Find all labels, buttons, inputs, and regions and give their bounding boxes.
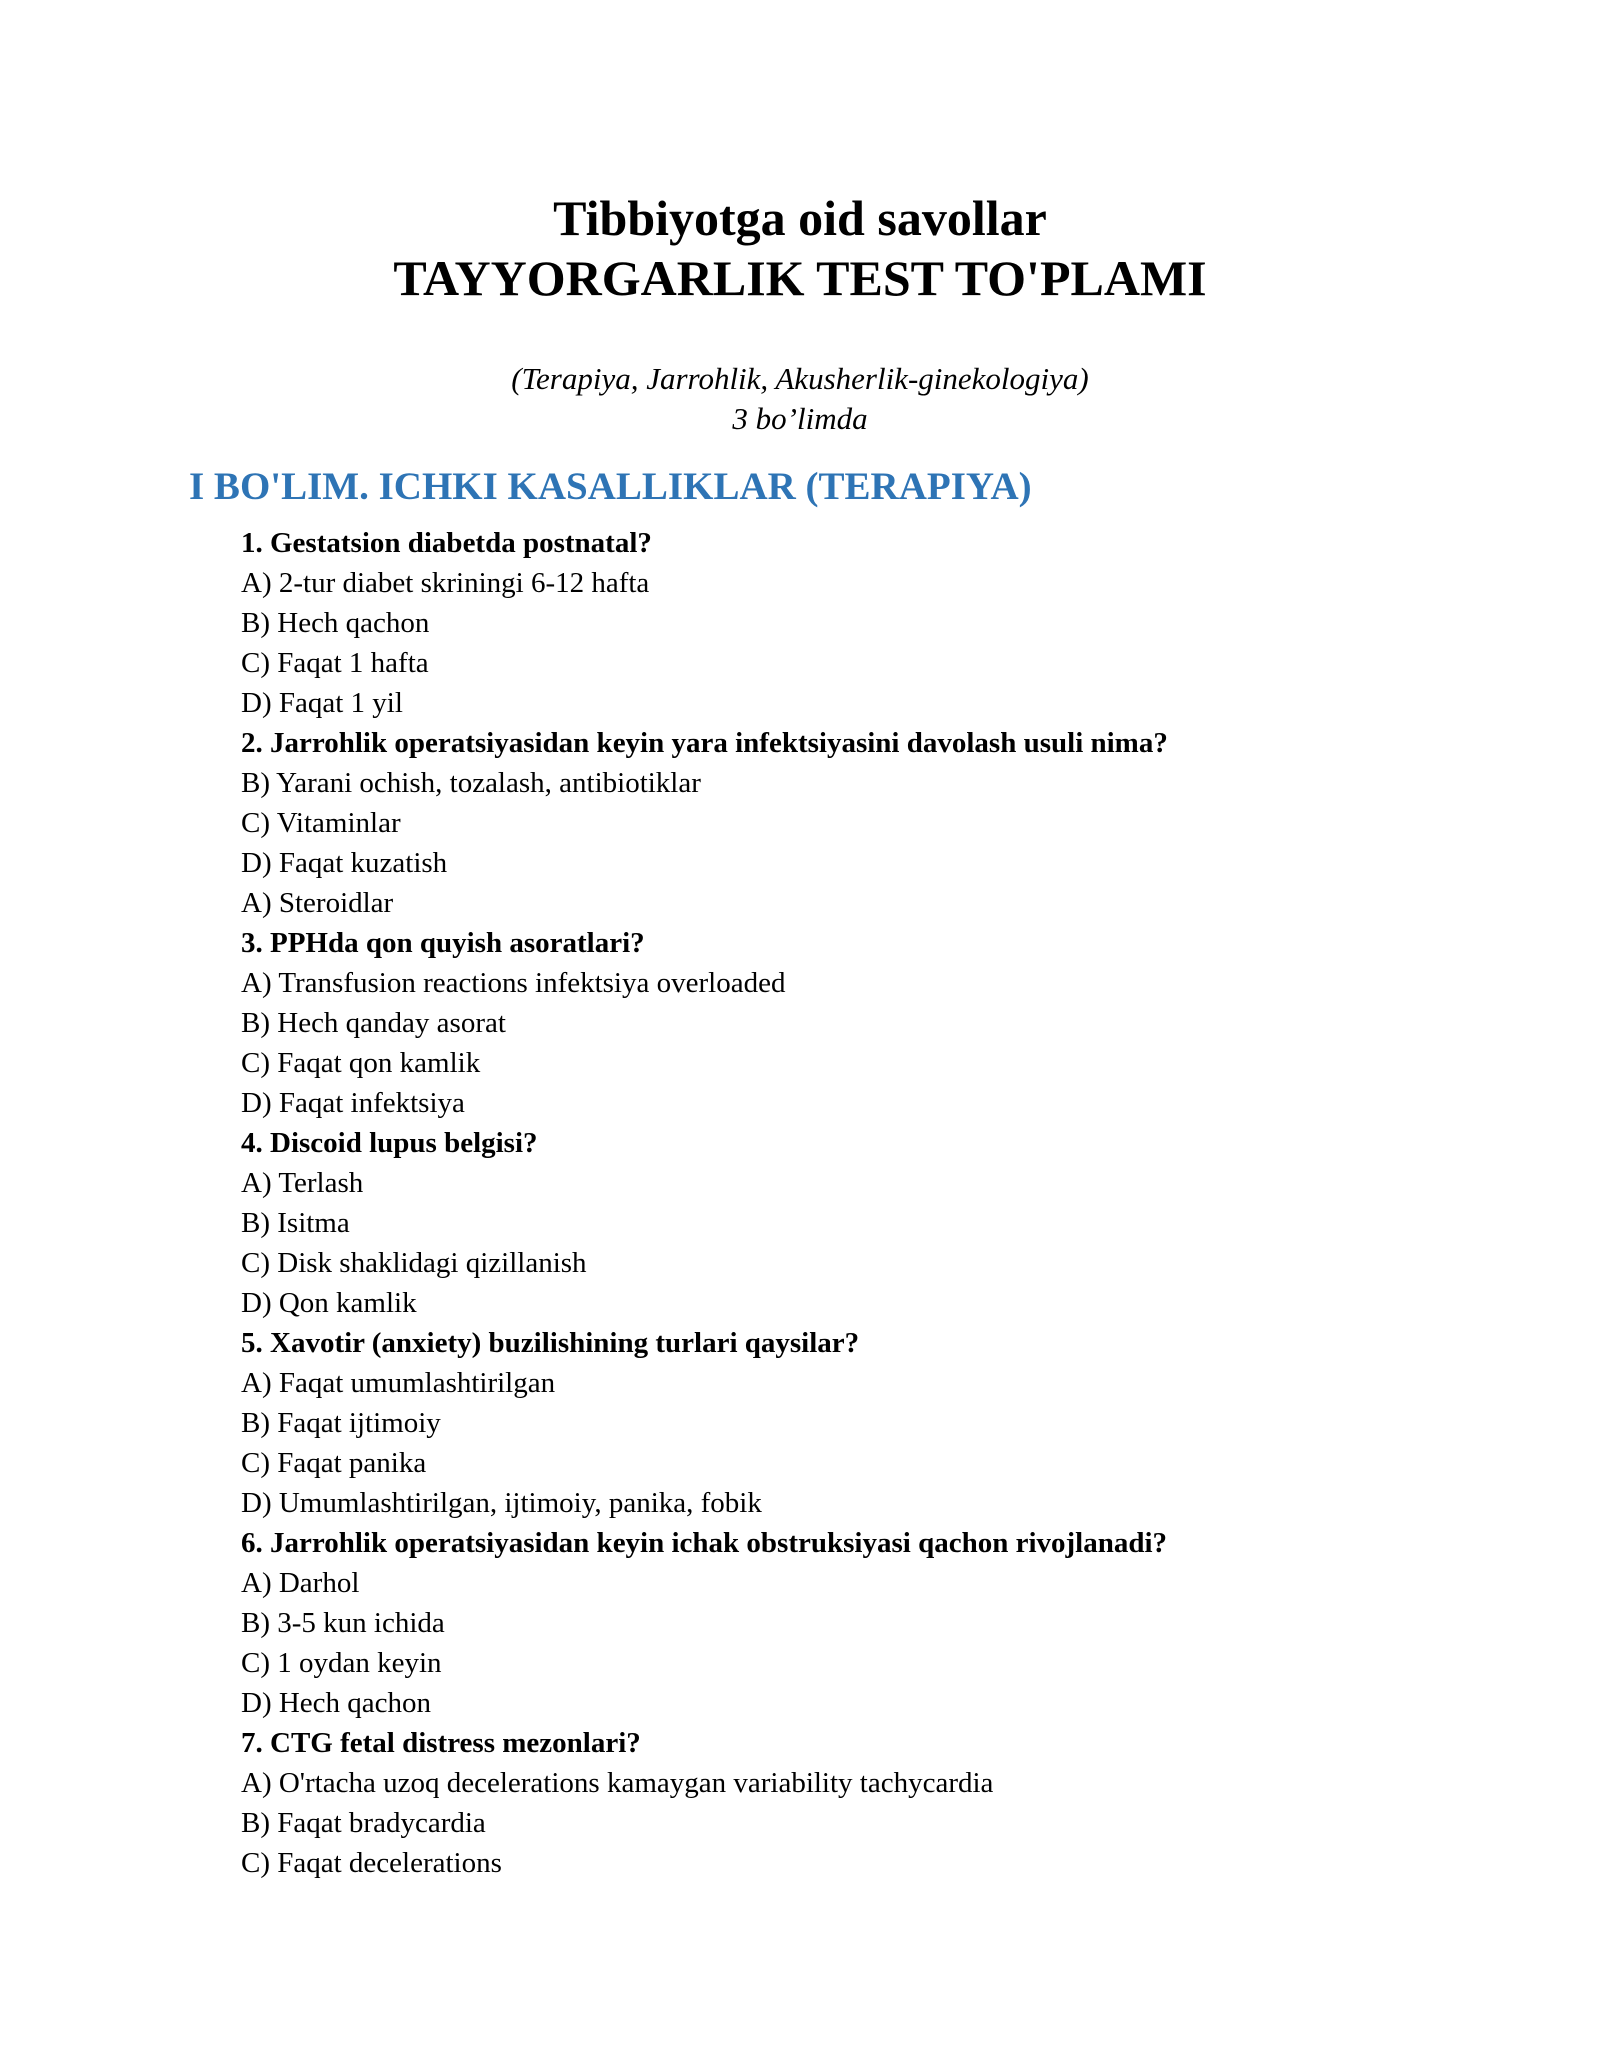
answer-option: C) Faqat decelerations bbox=[241, 1847, 502, 1879]
answer-option: B) Hech qachon bbox=[241, 607, 430, 639]
question-text: 4. Discoid lupus belgisi? bbox=[241, 1127, 538, 1159]
question-item bbox=[241, 1123, 1441, 1323]
answer-option: B) Yarani ochish, tozalash, antibiotiklar bbox=[241, 767, 701, 799]
answer-option: A) Steroidlar bbox=[241, 887, 394, 919]
document-title: Tibbiyotga oid savollar bbox=[553, 190, 1047, 246]
answer-option: B) Hech qanday asorat bbox=[241, 1007, 506, 1039]
question-item bbox=[241, 723, 1441, 923]
subtitle-block bbox=[0, 359, 1600, 439]
question-text: 1. Gestatsion diabetda postnatal? bbox=[241, 527, 652, 559]
answer-option: A) Transfusion reactions infektsiya overloaded bbox=[241, 967, 786, 999]
question-item bbox=[241, 523, 1441, 723]
question-item bbox=[241, 1723, 1441, 1883]
answer-option: C) Faqat panika bbox=[241, 1447, 427, 1479]
answer-option: A) O'rtacha uzoq decelerations kamaygan variability tachycardia bbox=[241, 1767, 994, 1799]
answer-option: B) Faqat ijtimoiy bbox=[241, 1407, 441, 1439]
answer-option: C) Faqat 1 hafta bbox=[241, 647, 429, 679]
question-text: 5. Xavotir (anxiety) buzilishining turlari qaysilar? bbox=[241, 1327, 860, 1359]
answer-option: C) Vitaminlar bbox=[241, 807, 401, 839]
answer-option: A) Darhol bbox=[241, 1567, 360, 1599]
question-list bbox=[241, 523, 1441, 1883]
answer-option: B) 3-5 kun ichida bbox=[241, 1607, 445, 1639]
question-text: 2. Jarrohlik operatsiyasidan keyin yara infektsiyasini davolash usuli nima? bbox=[241, 727, 1168, 759]
answer-option: B) Isitma bbox=[241, 1207, 350, 1239]
answer-option: A) Faqat umumlashtirilgan bbox=[241, 1367, 556, 1399]
answer-option: D) Faqat 1 yil bbox=[241, 687, 403, 719]
answer-option: A) Terlash bbox=[241, 1167, 364, 1199]
question-item bbox=[241, 1323, 1441, 1523]
question-item bbox=[241, 923, 1441, 1123]
document-title-main: TAYYORGARLIK TEST TO'PLAMI bbox=[393, 250, 1207, 306]
answer-option: D) Faqat infektsiya bbox=[241, 1087, 465, 1119]
answer-option: C) Faqat qon kamlik bbox=[241, 1047, 481, 1079]
section-heading: I BO'LIM. ICHKI KASALLIKLAR (TERAPIYA) bbox=[189, 465, 1032, 508]
answer-option: C) Disk shaklidagi qizillanish bbox=[241, 1247, 587, 1279]
answer-option: D) Qon kamlik bbox=[241, 1287, 417, 1319]
answer-option: C) 1 oydan keyin bbox=[241, 1647, 442, 1679]
question-text: 6. Jarrohlik operatsiyasidan keyin ichak obstruksiyasi qachon rivojlanadi? bbox=[241, 1527, 1168, 1559]
question-text: 7. CTG fetal distress mezonlari? bbox=[241, 1727, 641, 1759]
question-text: 3. PPHda qon quyish asoratlari? bbox=[241, 927, 645, 959]
answer-option: D) Faqat kuzatish bbox=[241, 847, 448, 879]
question-item bbox=[241, 1523, 1441, 1723]
answer-option: D) Umumlashtirilgan, ijtimoiy, panika, fobik bbox=[241, 1487, 762, 1519]
answer-option: D) Hech qachon bbox=[241, 1687, 432, 1719]
answer-option: A) 2-tur diabet skriningi 6-12 hafta bbox=[241, 567, 650, 599]
document-subtitle-parts: 3 bo’limda bbox=[732, 401, 868, 436]
document-subtitle: (Terapiya, Jarrohlik, Akusherlik-ginekologiya) bbox=[511, 361, 1089, 396]
title-block bbox=[0, 188, 1600, 308]
answer-option: B) Faqat bradycardia bbox=[241, 1807, 486, 1839]
